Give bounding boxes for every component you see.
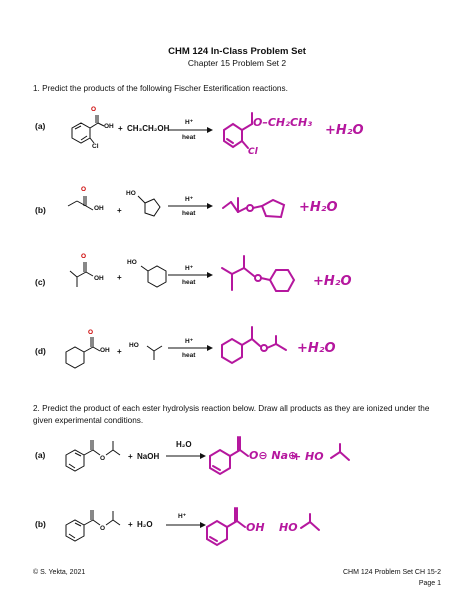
q2b-label: (b) (35, 519, 46, 529)
q1a-catalyst: H⁺ (185, 119, 194, 126)
q1b-carbonyl-o: O (81, 186, 87, 193)
q1a-carbonyl-o: O (91, 106, 97, 113)
q1d-alcohol-ho: HO (129, 342, 139, 349)
q2a-answer-carboxylate: O⊖ Na⊕ (249, 449, 298, 462)
q2b-answer-alcohol: HO (279, 521, 298, 534)
q1c-alcohol-ho: HO (127, 259, 137, 266)
q1b-catalyst: H⁺ (185, 196, 194, 203)
q1d-plus: + (117, 347, 122, 356)
q2a-reagent: NaOH (137, 452, 160, 461)
q2a-plus: + (128, 452, 133, 461)
footer-copyright: © S. Yekta, 2021 (33, 569, 86, 576)
q1a-oh: OH (104, 123, 114, 130)
q1d-catalyst: H⁺ (185, 338, 194, 345)
q1d-oh: OH (100, 347, 110, 354)
q1b-answer-water: +H₂O (299, 200, 338, 215)
q1a-alcohol: CH₃CH₂OH (127, 124, 170, 133)
q1d-label: (d) (35, 346, 46, 356)
q1a-answer-water: +H₂O (325, 123, 364, 138)
q1c-oh: OH (94, 275, 104, 282)
q1c-condition: heat (182, 279, 196, 286)
q1b-label: (b) (35, 205, 46, 215)
q1c-answer-water: +H₂O (313, 274, 352, 289)
q1b-oh: OH (94, 205, 104, 212)
question-2-prompt-line2: given experimental conditions. (33, 416, 144, 425)
q2b-answer-acid: OH (246, 521, 265, 534)
q1a-plus: + (118, 124, 123, 133)
q1a-condition: heat (182, 134, 196, 141)
q1b-alcohol-ho: HO (126, 190, 136, 197)
page-subtitle: Chapter 15 Problem Set 2 (187, 58, 287, 68)
q2b-plus: + (128, 520, 133, 529)
q1c-plus: + (117, 273, 122, 282)
q2a-condition: H₂O (176, 440, 192, 449)
q1a-answer-cl: Cl (248, 147, 258, 157)
q1c-carbonyl-o: O (81, 253, 87, 260)
q1c-catalyst: H⁺ (185, 265, 194, 272)
q1d-answer-water: +H₂O (297, 341, 336, 356)
q1a-label: (a) (35, 121, 46, 131)
footer-page: Page 1 (418, 580, 441, 587)
q1a-answer-ester: O–CH₂CH₃ (253, 116, 313, 129)
page-title: CHM 124 In-Class Problem Set (168, 46, 306, 57)
q2a-answer-alcohol: + HO (292, 450, 324, 463)
q1d-condition: heat (182, 352, 196, 359)
q1c-label: (c) (35, 277, 46, 287)
q1a-cl: Cl (92, 143, 99, 150)
q2b-reagent: H₂O (137, 520, 153, 529)
q1b-plus: + (117, 206, 122, 215)
question-1-prompt: 1. Predict the products of the following Fischer Esterification reactions. (33, 84, 288, 93)
q2b-condition: H⁺ (178, 513, 187, 520)
q1d-carbonyl-o: O (88, 329, 94, 336)
q2b-ester-o: O (100, 525, 106, 532)
q1b-condition: heat (182, 210, 196, 217)
footer-course: CHM 124 Problem Set CH 15-2 (342, 569, 441, 576)
question-2-prompt-line1: 2. Predict the product of each ester hydrolysis reaction below. Draw all products as they are ionized under the (33, 404, 430, 413)
q2a-label: (a) (35, 450, 46, 460)
q2a-ester-o: O (100, 455, 106, 462)
